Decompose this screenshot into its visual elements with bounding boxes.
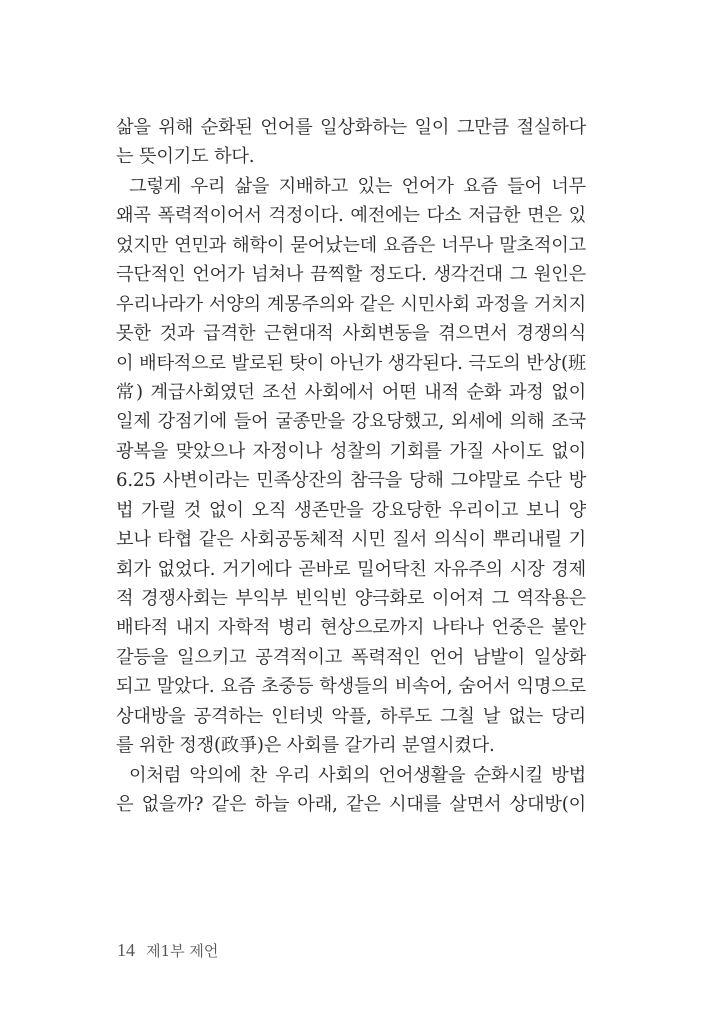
text-line: 회가 없었다. 거기에다 곧바로 밀어닥친 자유주의 시장 경제 xyxy=(116,558,586,580)
page-footer xyxy=(117,940,218,961)
text-line: 왜곡 폭력적이어서 걱정이다. 예전에는 다소 저급한 면은 있 xyxy=(116,205,586,227)
text-line: 갈등을 일으키고 공격적이고 폭력적인 언어 남발이 일상화 xyxy=(116,646,586,668)
text-line-paragraph-start: 그렇게 우리 삶을 지배하고 있는 언어가 요즘 들어 너무 xyxy=(129,175,586,197)
text-line: 6.25 사변이라는 민족상잔의 참극을 당해 그야말로 수단 방 xyxy=(116,470,586,492)
text-line: 되고 말았다. 요즘 초중등 학생들의 비속어, 숨어서 익명으로 xyxy=(116,676,586,698)
text-line: 극단적인 언어가 넘쳐나 끔찍할 정도다. 생각건대 그 원인은 xyxy=(116,264,586,286)
text-line: 는 뜻이기도 하다. xyxy=(116,146,255,168)
page-number: 14 xyxy=(117,940,135,960)
text-line: 못한 것과 급격한 근현대적 사회변동을 겪으면서 경쟁의식 xyxy=(116,323,586,345)
page-body-text xyxy=(116,113,586,820)
text-line: 보나 타협 같은 사회공동체적 시민 질서 의식이 뿌리내릴 기 xyxy=(116,529,586,551)
text-line: 법 가릴 것 없이 오직 생존만을 강요당한 우리이고 보니 양 xyxy=(116,499,586,521)
text-line: 삶을 위해 순화된 언어를 일상화하는 일이 그만큼 절실하다 xyxy=(116,117,586,138)
running-footer-section-title: 제1부 제언 xyxy=(146,942,219,960)
text-line: 常) 계급사회였던 조선 사회에서 어떤 내적 순화 과정 없이 xyxy=(116,381,586,403)
text-line: 상대방을 공격하는 인터넷 악플, 하루도 그칠 날 없는 당리 xyxy=(116,705,586,727)
text-line: 은 없을까? 같은 하늘 아래, 같은 시대를 살면서 상대방(이 xyxy=(116,794,586,816)
text-line: 를 위한 정쟁(政爭)은 사회를 갈가리 분열시켰다. xyxy=(116,735,495,757)
text-line: 이 배타적으로 발로된 탓이 아닌가 생각된다. 극도의 반상(班 xyxy=(116,352,586,374)
text-line: 었지만 연민과 해학이 묻어났는데 요즘은 너무나 말초적이고 xyxy=(116,234,586,256)
text-line: 적 경쟁사회는 부익부 빈익빈 양극화로 이어져 그 역작용은 xyxy=(116,588,586,609)
text-line: 우리나라가 서양의 계몽주의와 같은 시민사회 과정을 거치지 xyxy=(116,293,586,315)
text-line: 배타적 내지 자학적 병리 현상으로까지 나타나 언중은 불안 xyxy=(116,617,586,639)
text-line-paragraph-start: 이처럼 악의에 찬 우리 사회의 언어생활을 순화시킬 방법 xyxy=(129,764,586,786)
text-line: 광복을 맞았으나 자정이나 성찰의 기회를 가질 사이도 없이 xyxy=(116,440,586,462)
text-line: 일제 강점기에 들어 굴종만을 강요당했고, 외세에 의해 조국 xyxy=(116,411,586,433)
